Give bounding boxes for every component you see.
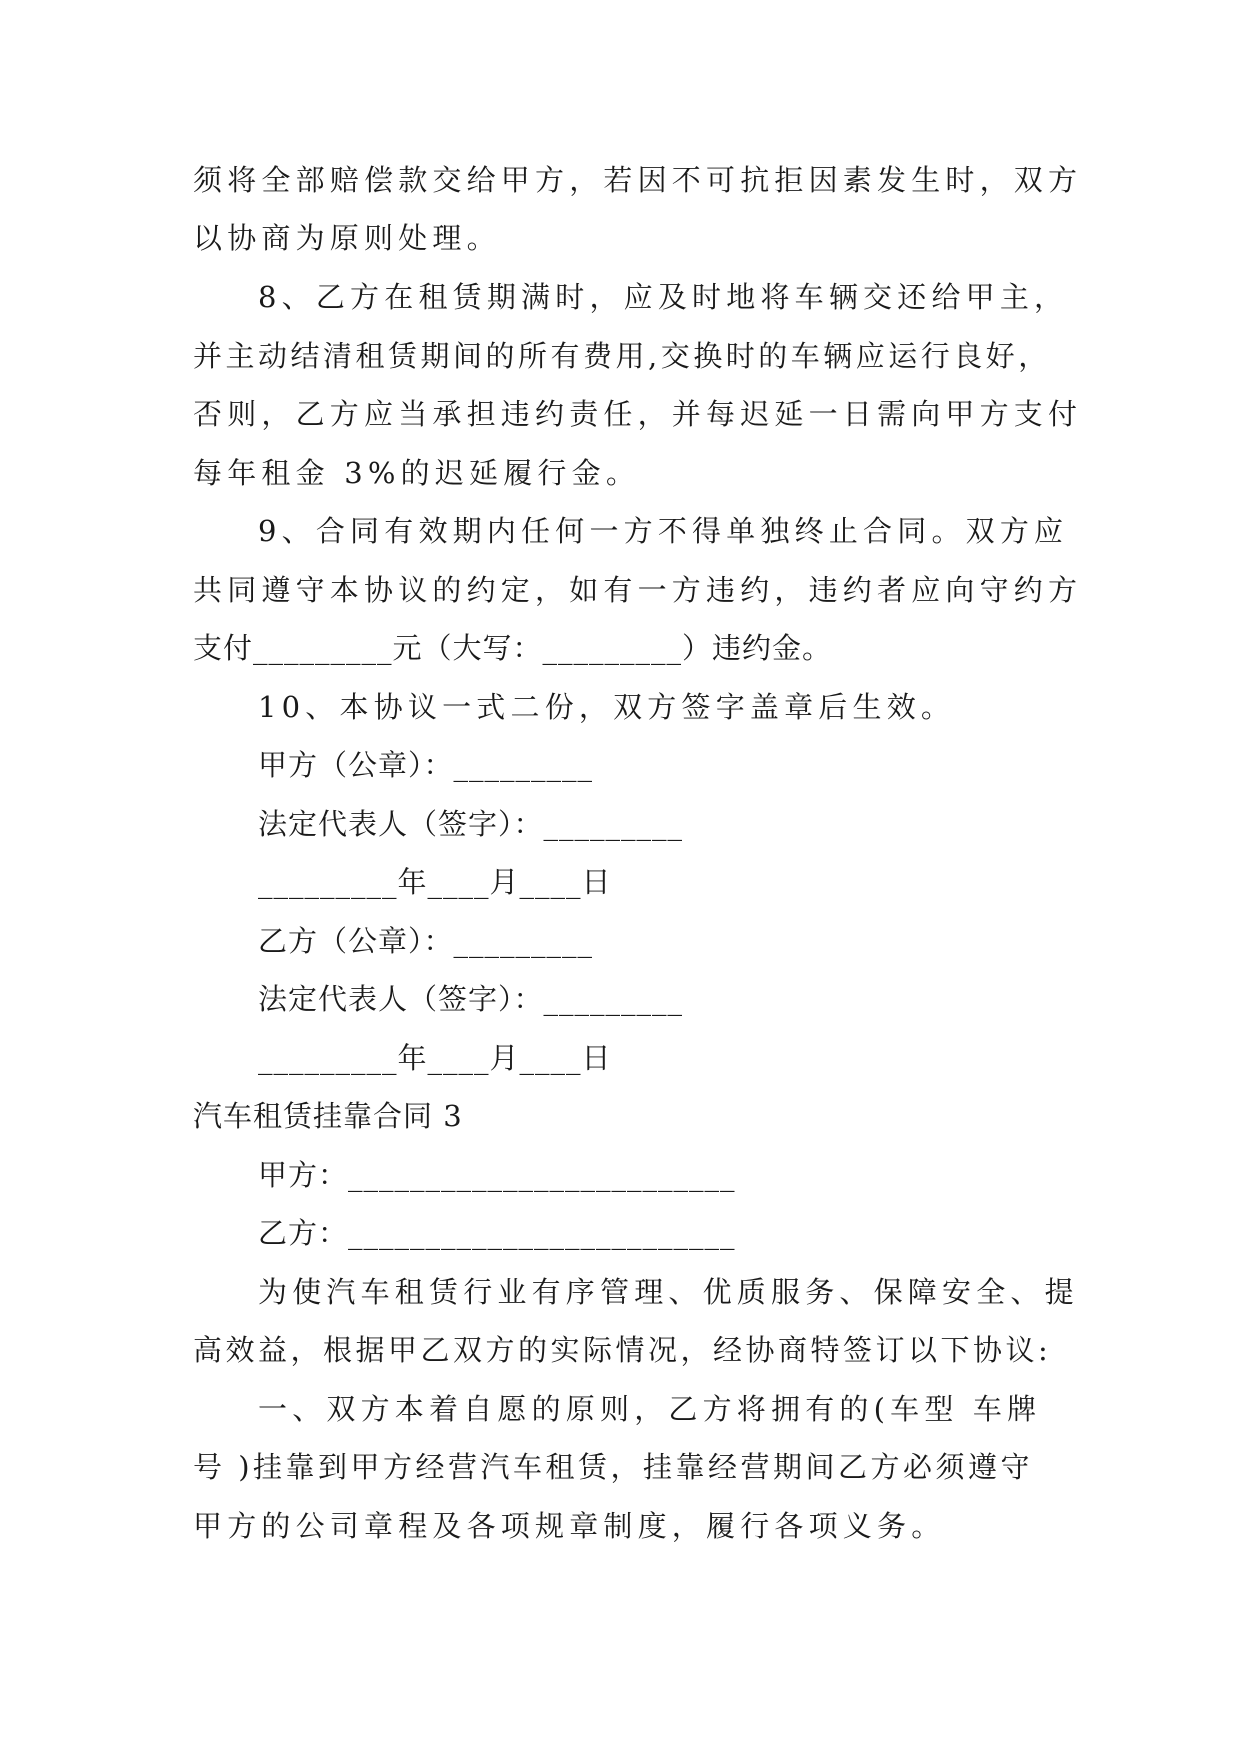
text-line: 9、合同有效期内任何一方不得单独终止合同。双方应 bbox=[258, 514, 1069, 548]
text-line: 为使汽车租赁行业有序管理、优质服务、保障安全、提 bbox=[258, 1275, 1079, 1309]
text-line: 乙方：_________________________ bbox=[258, 1216, 736, 1250]
section-title: 汽车租赁挂靠合同 3 bbox=[193, 1099, 463, 1133]
text-line: 支付_________元（大写：_________）违约金。 bbox=[193, 631, 833, 665]
text-line: 否则，乙方应当承担违约责任，并每迟延一日需向甲方支付 bbox=[193, 397, 1083, 431]
text-line: 须将全部赔偿款交给甲方，若因不可抗拒因素发生时，双方 bbox=[193, 163, 1083, 197]
text-line: 甲方（公章）：_________ bbox=[258, 748, 594, 782]
text-line: 10、本协议一式二份，双方签字盖章后生效。 bbox=[258, 690, 956, 724]
text-line: 乙方（公章）：_________ bbox=[258, 924, 594, 958]
text-line: 甲方：_________________________ bbox=[258, 1158, 736, 1192]
text-line: 8、乙方在租赁期满时，应及时地将车辆交还给甲主， bbox=[258, 280, 1069, 314]
text-line: _________年____月____日 bbox=[258, 865, 612, 899]
text-line: 高效益，根据甲乙双方的实际情况，经协商特签订以下协议: bbox=[193, 1333, 1052, 1367]
text-line: 以协商为原则处理。 bbox=[193, 221, 501, 255]
text-line: _________年____月____日 bbox=[258, 1041, 612, 1075]
text-line: 一、双方本着自愿的原则，乙方将拥有的(车型 车牌 bbox=[258, 1392, 1042, 1426]
text-line: 法定代表人（签字）：_________ bbox=[258, 807, 684, 841]
text-line: 号 )挂靠到甲方经营汽车租赁，挂靠经营期间乙方必须遵守 bbox=[193, 1450, 1034, 1484]
text-line: 法定代表人（签字）：_________ bbox=[258, 982, 684, 1016]
text-line: 每年租金 3%的迟延履行金。 bbox=[193, 456, 641, 490]
text-line: 并主动结清租赁期间的所有费用,交换时的车辆应运行良好， bbox=[193, 339, 1051, 373]
text-line: 甲方的公司章程及各项规章制度，履行各项义务。 bbox=[193, 1509, 946, 1543]
text-line: 共同遵守本协议的约定，如有一方违约，违约者应向守约方 bbox=[193, 573, 1083, 607]
